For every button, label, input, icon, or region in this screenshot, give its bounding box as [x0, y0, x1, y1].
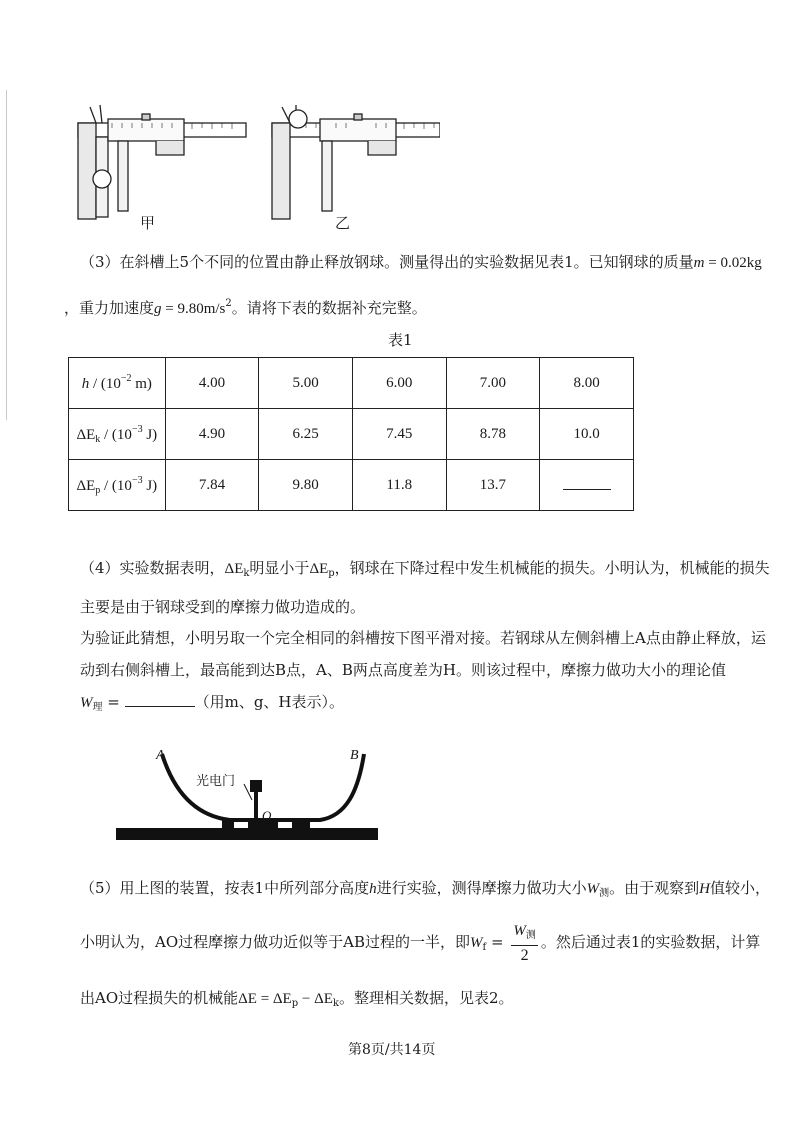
q4-text-mid: 明显小于 — [249, 559, 310, 577]
table-cell: 4.00 — [165, 358, 259, 409]
q3-line1-text: （3）在斜槽上5个不同的位置由静止释放钢球。测量得出的实验数据见表1。已知钢球的质量 — [80, 253, 694, 271]
table-cell: 8.00 — [540, 358, 634, 409]
g-var: g — [154, 301, 162, 317]
q5-line3 — [80, 988, 514, 1014]
H-var: H — [699, 881, 710, 897]
photogate-label: 光电门 — [196, 774, 236, 789]
de-formula-b: − ΔE — [298, 991, 333, 1007]
answer-blank — [563, 475, 611, 490]
q5-line1 — [80, 878, 770, 904]
q4-line1 — [80, 558, 770, 584]
point-a-label: A — [156, 748, 165, 763]
caliper-right — [272, 105, 440, 219]
row-unit-exp: −3 — [131, 423, 143, 435]
row-symbol-sub: k — [95, 433, 101, 445]
w-eq: = — [102, 693, 125, 711]
caliper-figures — [60, 95, 440, 235]
q4-line5-suffix: （用m、g、H表示）。 — [194, 693, 345, 711]
row-unit-mid: / (10 — [89, 375, 121, 392]
table-cell: 6.25 — [259, 409, 353, 460]
q5-text-c: 。由于观察到 — [609, 879, 700, 897]
point-b-label: B — [350, 748, 359, 763]
q4-line4: 动到右侧斜槽上，最高能到达B点，A、B两点高度差为H。则该过程中，摩擦力做功大小的理论值 — [80, 661, 726, 679]
table-cell: 7.84 — [165, 460, 259, 511]
frac-num-sub: 测 — [525, 929, 536, 941]
fraction-denominator: 2 — [520, 946, 529, 964]
fraction-numerator — [511, 921, 538, 946]
mass-value: = 0.02kg — [704, 255, 762, 271]
table-cell: 7.00 — [446, 358, 540, 409]
w-measured-sub: 测 — [599, 888, 610, 899]
row-header — [69, 358, 166, 409]
q3-line1 — [80, 252, 762, 273]
frac-num-var: W — [513, 922, 526, 939]
row-unit-exp: −3 — [131, 474, 143, 486]
de-formula-sub-k: k — [332, 998, 339, 1009]
row-unit-exp: −2 — [120, 372, 132, 384]
table1-caption: 表1 — [388, 331, 413, 349]
mass-var: m — [693, 255, 705, 271]
delta-e: ΔE — [224, 561, 244, 577]
table1 — [68, 357, 634, 511]
delta-e-sub-p: p — [328, 568, 335, 579]
answer-blank-cell — [540, 460, 634, 511]
page-number: 第8页/共14页 — [348, 1042, 436, 1058]
w-measured-var: W — [586, 881, 600, 897]
q4-text-b: ，钢球在下降过程中发生机械能的损失。小明认为，机械能的损失 — [334, 559, 770, 577]
table-row — [69, 409, 634, 460]
row-unit: J) — [142, 426, 158, 443]
wf-var: W — [470, 935, 483, 951]
row-unit-mid: / (10 — [100, 477, 132, 494]
table-cell: 9.80 — [259, 460, 353, 511]
delta-e: ΔE — [309, 561, 329, 577]
table-cell: 13.7 — [446, 460, 540, 511]
q4-line2: 主要是由于钢球受到的摩擦力做功造成的。 — [80, 598, 366, 616]
h-var: h — [369, 881, 377, 897]
w-sub: 理 — [92, 702, 103, 713]
apparatus-diagram — [110, 740, 390, 850]
table-cell: 7.45 — [352, 409, 446, 460]
de-formula-sub-p: p — [291, 998, 299, 1009]
delta-e-sub-k: k — [243, 568, 250, 579]
fraction — [511, 921, 538, 966]
row-symbol: ΔE — [76, 477, 96, 494]
q4-line5 — [80, 692, 344, 718]
q5-text-g: 出AO过程损失的机械能 — [80, 989, 239, 1007]
row-symbol-sub: p — [95, 484, 101, 496]
q5-text-e: 小明认为，AO过程摩擦力做功近似等于AB过程的一半，即 — [80, 933, 470, 951]
g-value: = 9.80m/s — [161, 301, 226, 317]
g-exp: 2 — [225, 298, 232, 309]
table-cell: 10.0 — [540, 409, 634, 460]
caliper-right-label: 乙 — [335, 214, 351, 232]
row-symbol: ΔE — [76, 426, 96, 443]
row-unit: m) — [131, 375, 152, 392]
caliper-left-label: 甲 — [140, 214, 156, 232]
photogate-head — [250, 780, 262, 792]
q3-line2-prefix: ，重力加速度 — [64, 299, 155, 317]
point-o-label: O — [262, 808, 272, 823]
row-unit: J) — [142, 477, 158, 494]
table-cell: 8.78 — [446, 409, 540, 460]
wf-sub: f — [482, 942, 487, 953]
q5-text-f: 。然后通过表1的实验数据，计算 — [540, 933, 761, 951]
q5-text-b: 进行实验，测得摩擦力做功大小 — [376, 879, 587, 897]
q3-line2 — [64, 294, 427, 319]
caliper-left — [78, 105, 246, 219]
table-row — [69, 460, 634, 511]
row-symbol: h — [81, 375, 90, 392]
q5-line2 — [80, 920, 760, 964]
q5-text-a: （5）用上图的装置，按表1中所列部分高度 — [80, 879, 370, 897]
q4-text-a: （4）实验数据表明， — [80, 559, 225, 577]
row-unit-mid: / (10 — [100, 426, 132, 443]
row-header — [69, 409, 166, 460]
de-formula-a: ΔE = ΔE — [238, 991, 292, 1007]
table-row — [69, 358, 634, 409]
table-cell: 11.8 — [352, 460, 446, 511]
table-cell: 4.90 — [165, 409, 259, 460]
scan-margin-line — [6, 90, 7, 420]
table-cell: 5.00 — [259, 358, 353, 409]
q5-text-h: 。整理相关数据，见表2。 — [338, 989, 514, 1007]
q5-eq: = — [486, 933, 509, 951]
w-var: W — [80, 695, 93, 711]
w-answer-blank — [125, 692, 195, 707]
table-cell: 6.00 — [352, 358, 446, 409]
q5-text-d: 值较小， — [709, 879, 770, 897]
q4-line3: 为验证此猜想，小明另取一个完全相同的斜槽按下图平滑对接。若钢球从左侧斜槽上A点由静止释放，运 — [80, 629, 766, 647]
q3-line2-suffix: 。请将下表的数据补充完整。 — [231, 299, 427, 317]
row-header — [69, 460, 166, 511]
